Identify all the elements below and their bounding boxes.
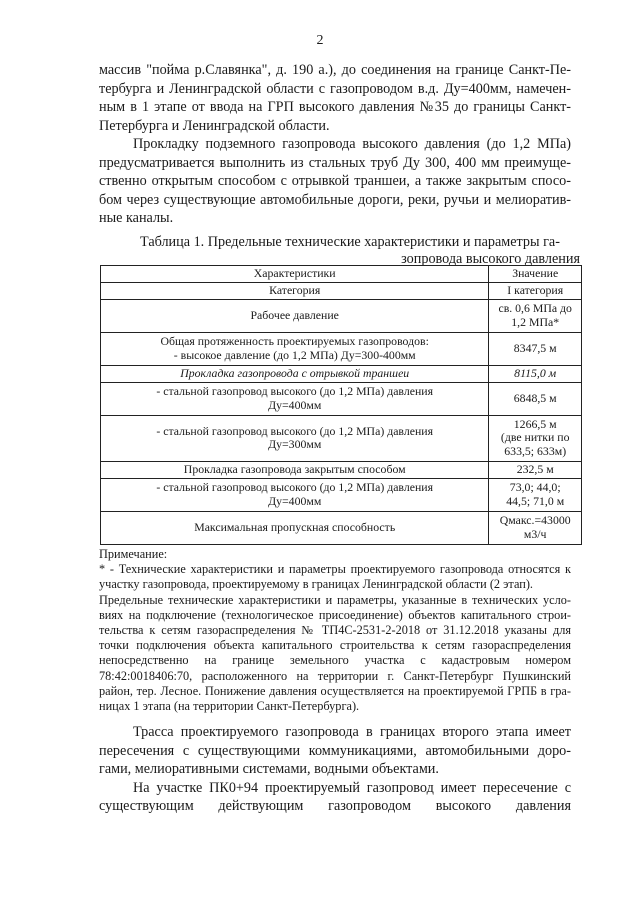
table-row [101, 511, 582, 544]
header-characteristics: Характеристики [101, 266, 489, 283]
table-row [101, 415, 582, 461]
intro-paragraph [99, 61, 571, 135]
note-line: Предельные технические характеристики и параметры, указанные в технических усло- [99, 592, 571, 607]
value-cell: Qмакс.=43000 м3/ч [489, 511, 582, 544]
value-cell: 232,5 м [489, 461, 582, 478]
caption-line: Таблица 1. Предельные технические характеристики и параметры га- [140, 234, 560, 250]
characteristic-cell: Максимальная пропускная способность [101, 511, 489, 544]
note-line: виях на подключение (технологическое присоединение) объектов капитального строи- [99, 607, 571, 622]
characteristic-cell: Общая протяженность проектируемых газопроводов: - высокое давление (до 1,2 МПа) Ду=300-400мм [101, 332, 489, 365]
note-line: район, тер. Лесное. Понижение давления осуществляется на проектируемой ГРПБ в гра- [99, 683, 571, 698]
table-row [101, 461, 582, 478]
characteristic-cell: Рабочее давление [101, 299, 489, 332]
value-cell: 1266,5 м (две нитки по 633,5; 633м) [489, 415, 582, 461]
table-row [101, 382, 582, 415]
characteristic-cell: - стальной газопровод высокого (до 1,2 МПа) давления Ду=300мм [101, 415, 489, 461]
value-cell: I категория [489, 282, 582, 299]
table-row [101, 299, 582, 332]
note-line: ницах 1 этапа (на территории Санкт-Петербурга). [99, 699, 360, 714]
note-line: точки подключения объекта капитального строительства к сетям газораспределения [99, 638, 571, 653]
note-line: * - Технические характеристики и параметры проектируемого газопровода относятся к [99, 562, 571, 577]
value-cell: 8347,5 м [489, 332, 582, 365]
note-line: 78:42:0018406:70, расположенного на территории г. Санкт-Петербург Пушкинский [99, 668, 571, 683]
table-caption [140, 234, 580, 268]
text-line: Прокладку подземного газопровода высокого давления (до 1,2 МПа) [133, 136, 571, 152]
notes-title: Примечание: [99, 547, 168, 561]
text-line: тербурга и Ленинградской области с газопроводом в.д. Ду=400мм, намечен- [99, 80, 571, 97]
text-line: На участке ПК0+94 проектируемый газопровод имеет пересечение с [133, 779, 571, 796]
route-paragraph [99, 723, 571, 816]
value-cell: 8115,0 м [489, 365, 582, 382]
text-line: существующим действующим газопроводом высокого давления [99, 798, 571, 815]
table-row [101, 332, 582, 365]
characteristic-cell: Прокладка газопровода с отрывкой траншеи [101, 365, 489, 382]
text-line: ственно открытым способом с отрывкой траншеи, а также закрытым спосо- [99, 173, 571, 190]
characteristic-cell: - стальной газопровод высокого (до 1,2 МПа) давления Ду=400мм [101, 382, 489, 415]
text-line: гами, мелиоративными системами, водными объектами. [99, 761, 439, 778]
value-cell: св. 0,6 МПа до 1,2 МПа* [489, 299, 582, 332]
characteristic-cell: Прокладка газопровода закрытым способом [101, 461, 489, 478]
specifications-table [100, 265, 582, 545]
note-line: участку газопровода, проектируемому в границах Ленинградской области (2 этап). [99, 577, 533, 592]
header-value: Значение [489, 266, 582, 283]
table-header-row [101, 266, 582, 283]
note-line: непосредственно на границе земельного участка с кадастровым номером [99, 653, 571, 668]
characteristic-cell: - стальной газопровод высокого (до 1,2 МПа) давления Ду=400мм [101, 478, 489, 511]
text-line: массив "пойма р.Славянка", д. 190 а.), до соединения на границе Санкт-Пе- [99, 62, 571, 78]
text-line: предусматривается выполнить из стальных труб Ду 300, 400 мм преимуще- [99, 154, 571, 171]
table-row [101, 478, 582, 511]
note-line: тельства к сетям газораспределения № ТП4С-2531-2-2018 от 31.12.2018 указаны для [99, 623, 571, 638]
table-row [101, 365, 582, 382]
notes-block [99, 547, 571, 714]
text-line: бом через существующие автомобильные дороги, реки, ручьи и мелиоратив- [99, 191, 571, 208]
text-line: ным в 1 этапе от ввода на ГРП высокого давления №35 до границы Санкт- [99, 99, 571, 116]
table-row [101, 282, 582, 299]
laying-paragraph [99, 135, 571, 228]
value-cell: 73,0; 44,0; 44,5; 71,0 м [489, 478, 582, 511]
text-line: Петербурга и Ленинградской области. [99, 117, 330, 134]
text-line: пересечения с существующими коммуникациями, автомобильными доро- [99, 742, 571, 759]
page-number: 2 [316, 33, 324, 48]
caption-line: зопровода высокого давления [401, 251, 580, 267]
characteristic-cell: Категория [101, 282, 489, 299]
value-cell: 6848,5 м [489, 382, 582, 415]
text-line: Трасса проектируемого газопровода в границах второго этапа имеет [133, 724, 571, 740]
text-line: ные каналы. [99, 210, 174, 227]
